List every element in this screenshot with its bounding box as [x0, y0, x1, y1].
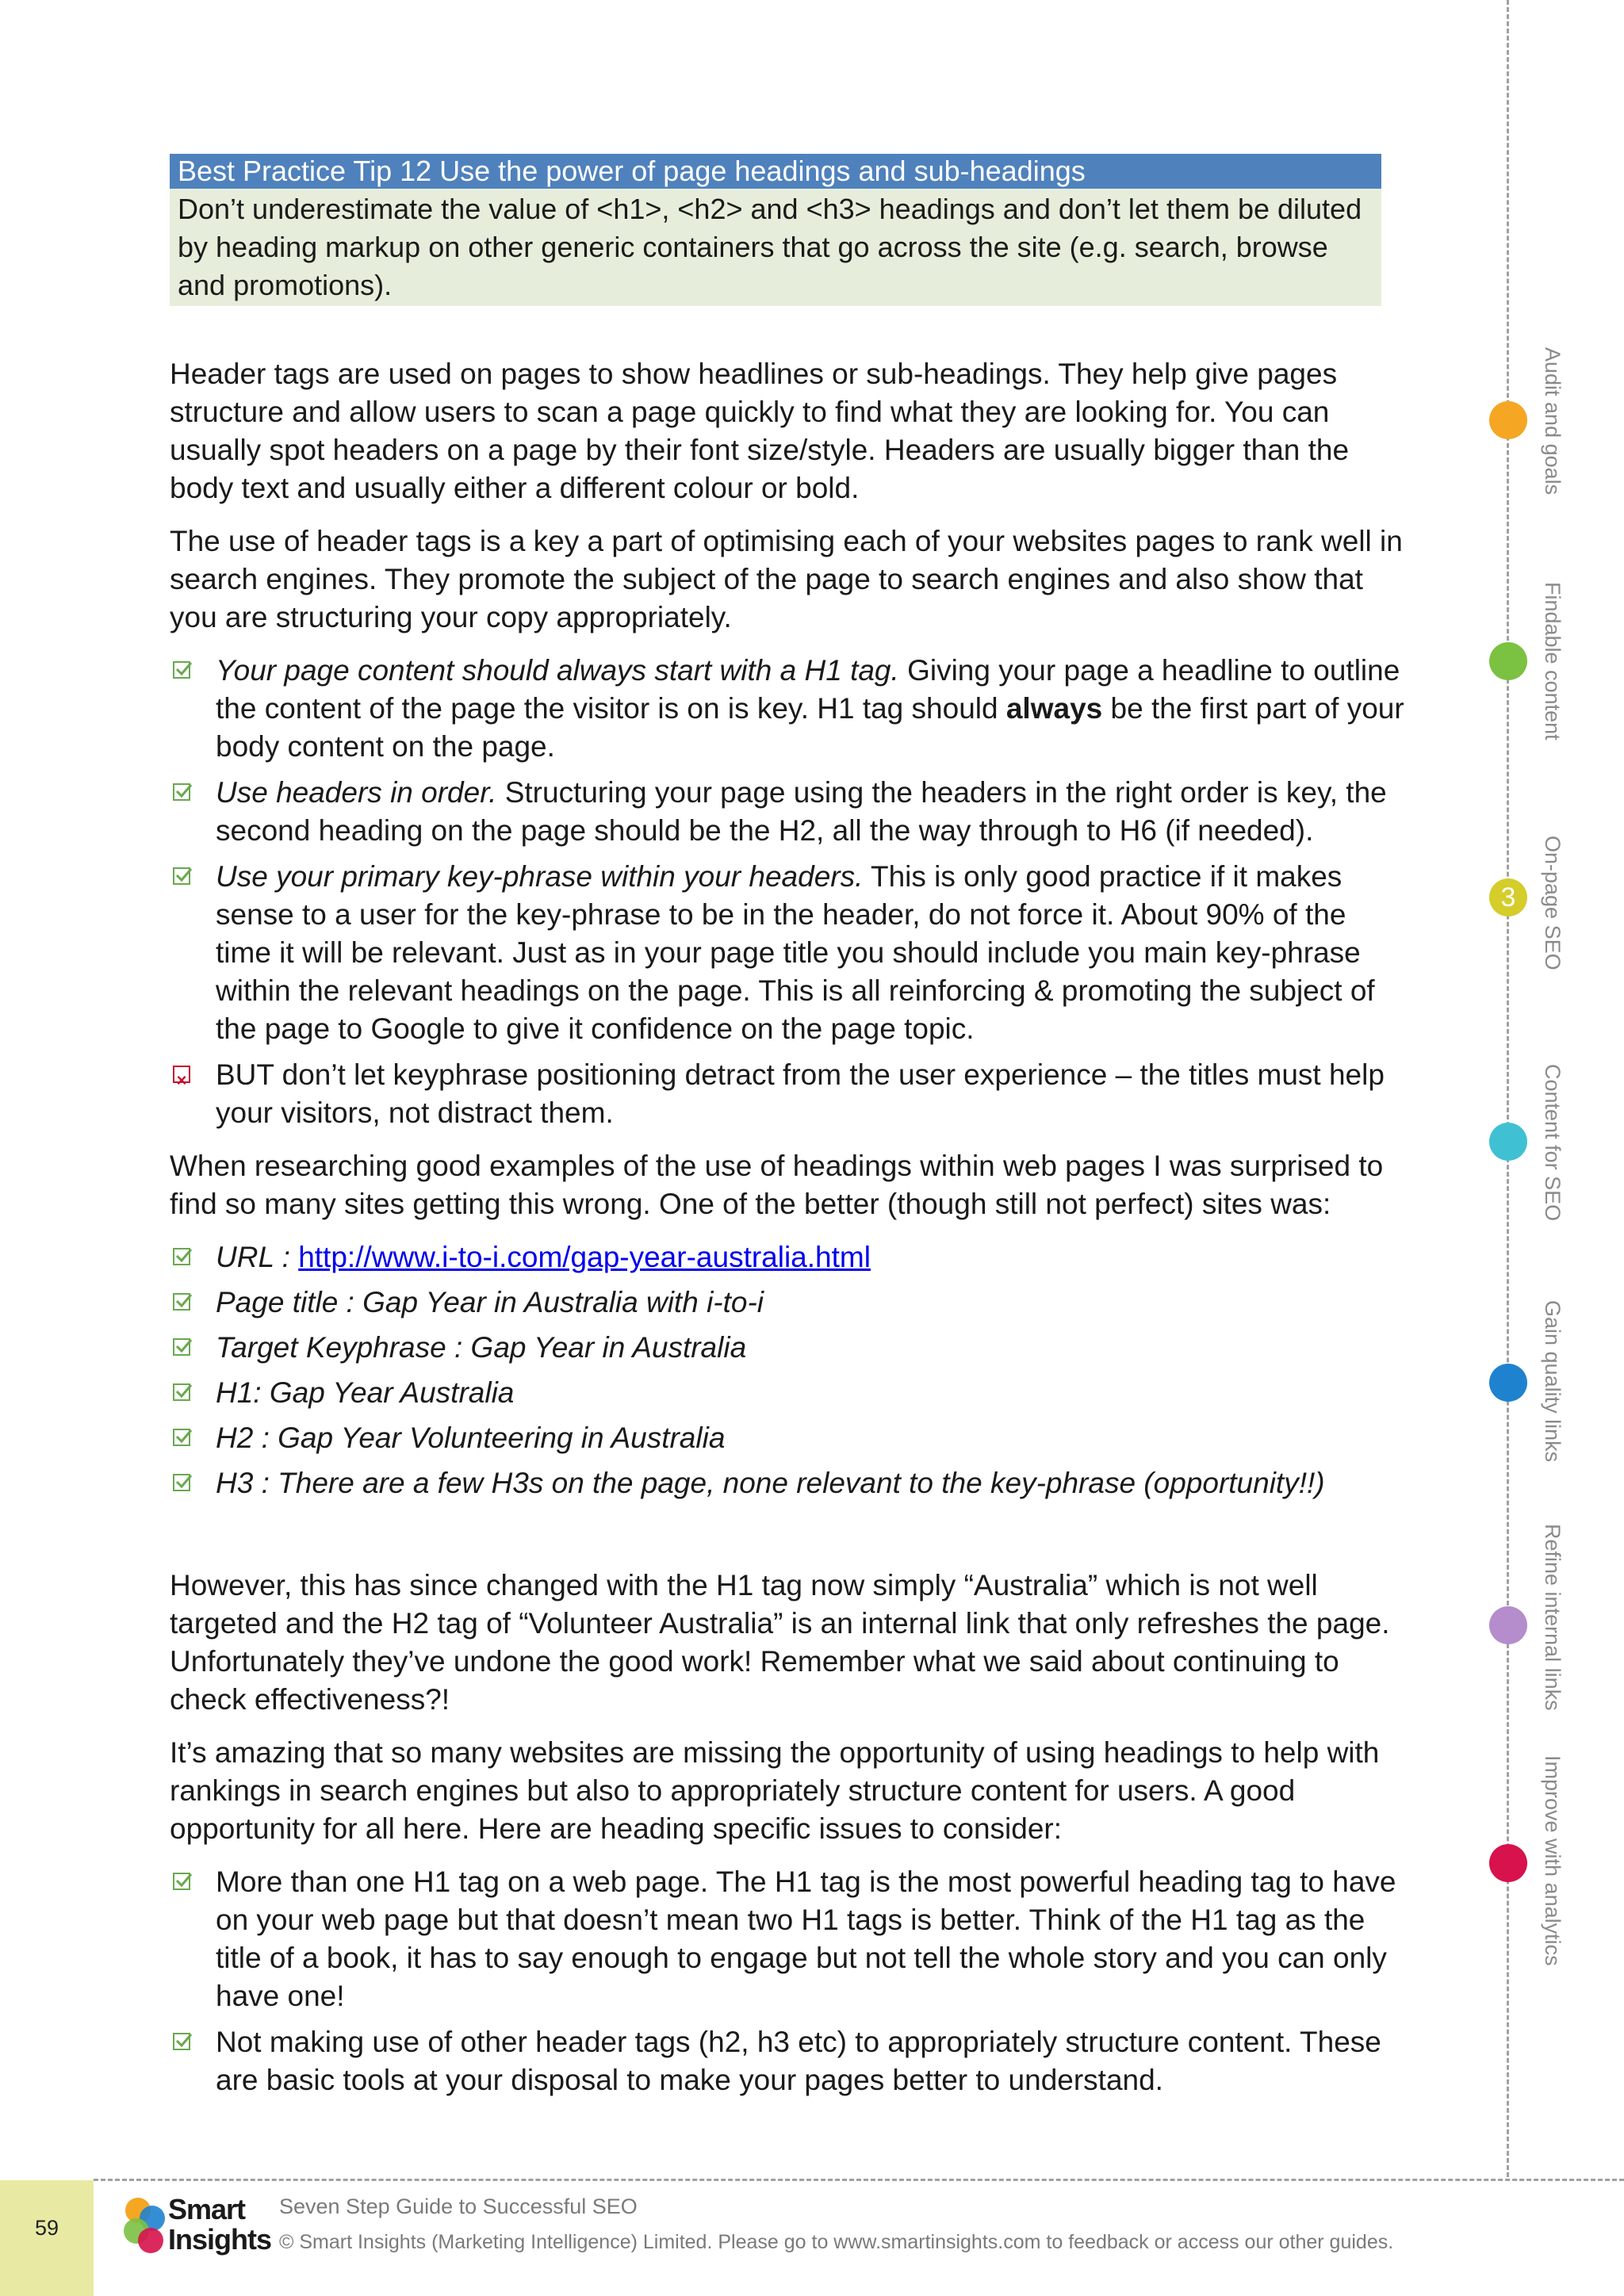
list-item: H3 : There are a few H3s on the page, none relevant to the key-phrase (opportunity!!) [170, 1464, 1407, 1502]
checkbox-ticked-icon [173, 1429, 190, 1446]
checkbox-ticked-icon [173, 1474, 190, 1491]
checkbox-ticked-icon [173, 1383, 190, 1401]
step-label-audit: Audit and goals [1541, 347, 1565, 496]
step-label-internal: Refine internal links [1541, 1524, 1565, 1711]
checkbox-ticked-icon [173, 783, 190, 801]
step-label-content: Content for SEO [1541, 1064, 1565, 1222]
checkbox-ticked-icon [173, 2033, 190, 2050]
paragraph: However, this has since changed with the H1 tag now simply “Australia” which is not well targeted and the H2 tag of “Volunteer Australia” is an internal link that only refreshes the page. Unfortunately they’ve undone the good work! Remember what we said about continuing to check effectiveness?! [170, 1569, 1390, 1716]
step-dot-content [1489, 1123, 1527, 1161]
step-dot-findable [1489, 642, 1527, 680]
list-item: Not making use of other header tags (h2, h3 etc) to appropriately structure content. These are basic tools at your disposal to make your pages better to understand. [170, 2023, 1407, 2099]
tip-title: Best Practice Tip 12 Use the power of page headings and sub-headings [170, 154, 1381, 189]
best-practice-tip [170, 154, 1381, 306]
checkbox-ticked-icon [173, 661, 190, 679]
tip-body: Don’t underestimate the value of <h1>, <h2> and <h3> headings and don’t let them be diluted by heading markup on other generic containers that go across the site (e.g. search, browse and promotions). [170, 189, 1381, 306]
checkbox-ticked-icon [173, 1873, 190, 1890]
list-item: H2 : Gap Year Volunteering in Australia [170, 1419, 1407, 1457]
step-dot-internal [1489, 1606, 1527, 1644]
paragraph: The use of header tags is a key a part of optimising each of your websites pages to rank well in search engines. They promote the subject of the page to search engines and also show that you are structuring your copy appropriately. [170, 525, 1403, 633]
step-dot-analytics [1489, 1844, 1527, 1882]
checkbox-ticked-icon [173, 1338, 190, 1356]
paragraph: It’s amazing that so many websites are missing the opportunity of using headings to help with rankings in search engines but also to appropriately structure content for users. A good opportunity for all here. Here are heading specific issues to consider: [170, 1736, 1380, 1845]
list-item: × BUT don’t let keyphrase positioning detract from the user experience – the titles must help your visitors, not distract them. [170, 1056, 1407, 1132]
footer-title: Seven Step Guide to Successful SEO [279, 2195, 638, 2218]
checkbox-ticked-icon [173, 1293, 190, 1311]
step-label-on-page: On-page SEO [1541, 836, 1565, 970]
list-item: More than one H1 tag on a web page. The H1 tag is the most powerful heading tag to have on your web page but that doesn’t mean two H1 tags is better. Think of the H1 tag as the title of a book, it has to say enough to engage but not tell the whole story and you can only have one! [170, 1863, 1407, 2015]
step-dot-audit [1489, 401, 1527, 439]
step-label-findable: Findable content [1541, 582, 1565, 740]
paragraph: Header tags are used on pages to show headlines or sub-headings. They help give pages structure and allow users to scan a page quickly to find what they are looking for. You can usually spot headers on a page by their font size/style. Headers are usually bigger than the body text and usually either a different colour or bold. [170, 358, 1350, 504]
list-item: H1: Gap Year Australia [170, 1374, 1407, 1412]
list-item: Page title : Gap Year in Australia with i-to-i [170, 1284, 1407, 1322]
list-item: Target Keyphrase : Gap Year in Australia [170, 1329, 1407, 1367]
tips-list [170, 652, 1407, 1132]
list-item: Use headers in order. Structuring your page using the headers in the right order is key, the second heading on the page should be the H2, all the way through to H6 (if needed). [170, 774, 1407, 850]
checkbox-crossed-icon: × [173, 1066, 190, 1083]
step-dot-links [1489, 1364, 1527, 1402]
checkbox-ticked-icon [173, 867, 190, 885]
main-content [170, 355, 1407, 2114]
example-list [170, 1238, 1407, 1502]
list-item: URL : http://www.i-to-i.com/gap-year-australia.html [170, 1238, 1407, 1276]
list-item: Your page content should always start with a H1 tag. Giving your page a headline to outline the content of the page the visitor is on is key. H1 tag should always be the first part of your body content on the page. [170, 652, 1407, 766]
list-item: Use your primary key-phrase within your headers. This is only good practice if it makes sense to a user for the key-phrase to be in the header, do not force it. About 90% of the time it will be relevant. Just as in your page title you should include you main key-phrase within the relevant headings on the page. This is all reinforcing & promoting the subject of the page to Google to give it confidence on the page topic. [170, 858, 1407, 1048]
smart-insights-logo: Smart Insights [121, 2195, 268, 2258]
page-number: 59 [0, 2180, 94, 2296]
step-label-links: Gain quality links [1541, 1300, 1565, 1463]
example-url-link[interactable]: http://www.i-to-i.com/gap-year-australia.html [298, 1241, 871, 1273]
footer-copyright: © Smart Insights (Marketing Intelligence) Limited. Please go to www.smartinsights.com to feedback or access our other guides. [279, 2231, 1394, 2253]
step-dot-on-page-current: 3 [1489, 878, 1527, 916]
issues-list [170, 1863, 1407, 2099]
step-label-analytics: Improve with analytics [1541, 1755, 1565, 1966]
checkbox-ticked-icon [173, 1248, 190, 1265]
paragraph: When researching good examples of the use of headings within web pages I was surprised to find so many sites getting this wrong. One of the better (though still not perfect) sites was: [170, 1150, 1384, 1220]
footer-divider [94, 2179, 1624, 2181]
